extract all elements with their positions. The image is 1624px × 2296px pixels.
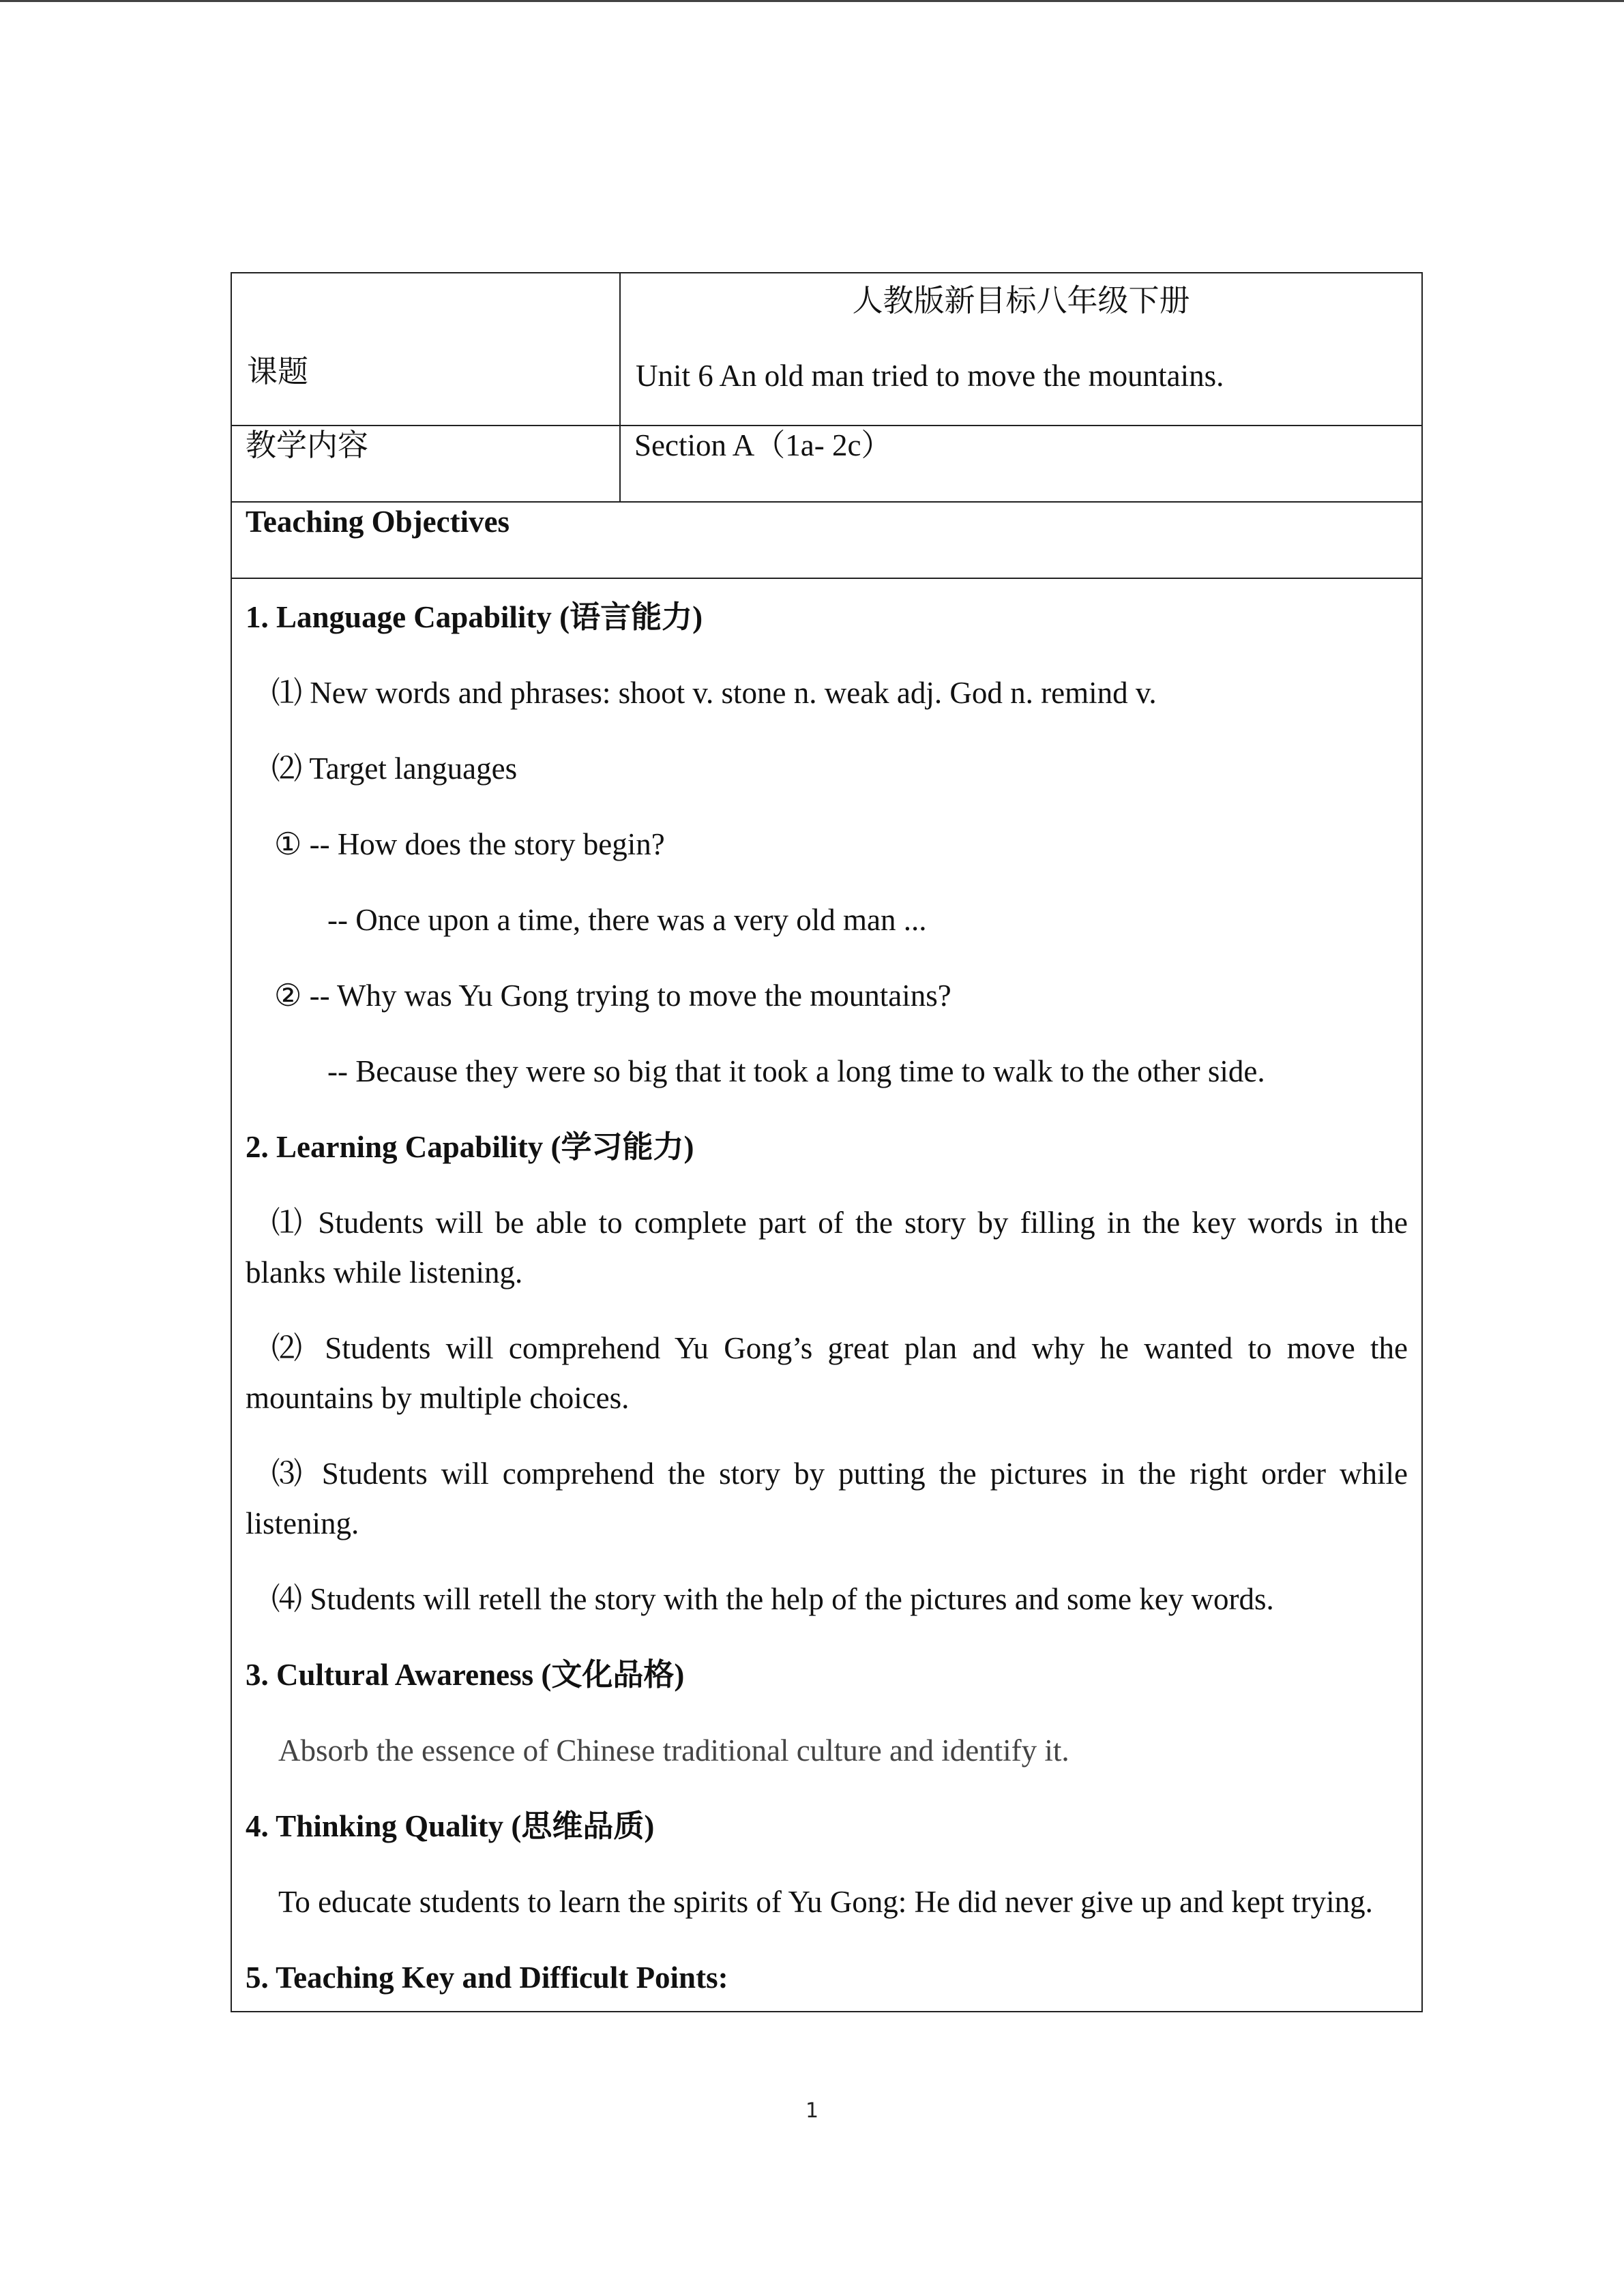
title-value-cell (620, 273, 1422, 426)
title-label: 课题 (247, 355, 309, 389)
textbook-name: 人教版新目标八年级下册 (852, 284, 1190, 318)
thinking-text: To educate students to learn the spirits of Yu Gong: He did never give up and kept trying. (278, 1885, 1373, 1919)
content-value-cell (620, 426, 1422, 502)
unit-title: Unit 6 An old man tried to move the mountains. (636, 359, 1224, 393)
objectives-body-row (231, 578, 1422, 2012)
learning-item-2: ⑵ Students will comprehend Yu Gong’s great plan and why he wanted to move the mountains by multiple choices. (246, 1331, 1408, 1415)
learning-heading: 2. Learning Capability (学习能力) (246, 1130, 694, 1164)
thinking-heading: 4. Thinking Quality (思维品质) (246, 1809, 655, 1843)
objectives-heading-cell (231, 502, 1422, 578)
language-item-2: ⑵ Target languages (271, 751, 518, 786)
content-label: 教学内容 (246, 428, 369, 462)
content-label-cell (231, 426, 620, 502)
lesson-plan-table (231, 272, 1423, 2012)
key-points-heading: 5. Teaching Key and Difficult Points: (246, 1960, 728, 1995)
language-item-1: ⑴ New words and phrases: shoot v. stone n. weak adj. God n. remind v. (271, 676, 1157, 710)
learning-item-1: ⑴ Students will be able to complete part of the story by filling in the key words in the blanks while listening. (246, 1206, 1408, 1289)
cultural-text: Absorb the essence of Chinese traditional culture and identify it. (278, 1733, 1069, 1768)
language-heading: 1. Language Capability (语言能力) (246, 600, 703, 634)
objectives-body-cell (231, 578, 1422, 2012)
objectives-heading: Teaching Objectives (246, 505, 510, 539)
content-value: Section A（1a- 2c） (634, 428, 892, 462)
cultural-heading: 3. Cultural Awareness (文化品格) (246, 1658, 685, 1692)
learning-item-3: ⑶ Students will comprehend the story by putting the pictures in the right order while listening. (246, 1457, 1408, 1540)
language-answer-1: -- Once upon a time, there was a very old man ... (327, 903, 927, 937)
page-number: 1 (805, 2099, 819, 2123)
language-question-2: ② -- Why was Yu Gong trying to move the mountains? (274, 979, 951, 1013)
content-row (231, 426, 1422, 502)
title-label-cell (231, 273, 620, 426)
language-question-1: ① -- How does the story begin? (274, 827, 665, 861)
learning-item-4: ⑷ Students will retell the story with the help of the pictures and some key words. (271, 1582, 1274, 1616)
language-answer-2: -- Because they were so big that it took a long time to walk to the other side. (327, 1054, 1265, 1088)
title-row (231, 273, 1422, 426)
objectives-heading-row (231, 502, 1422, 578)
